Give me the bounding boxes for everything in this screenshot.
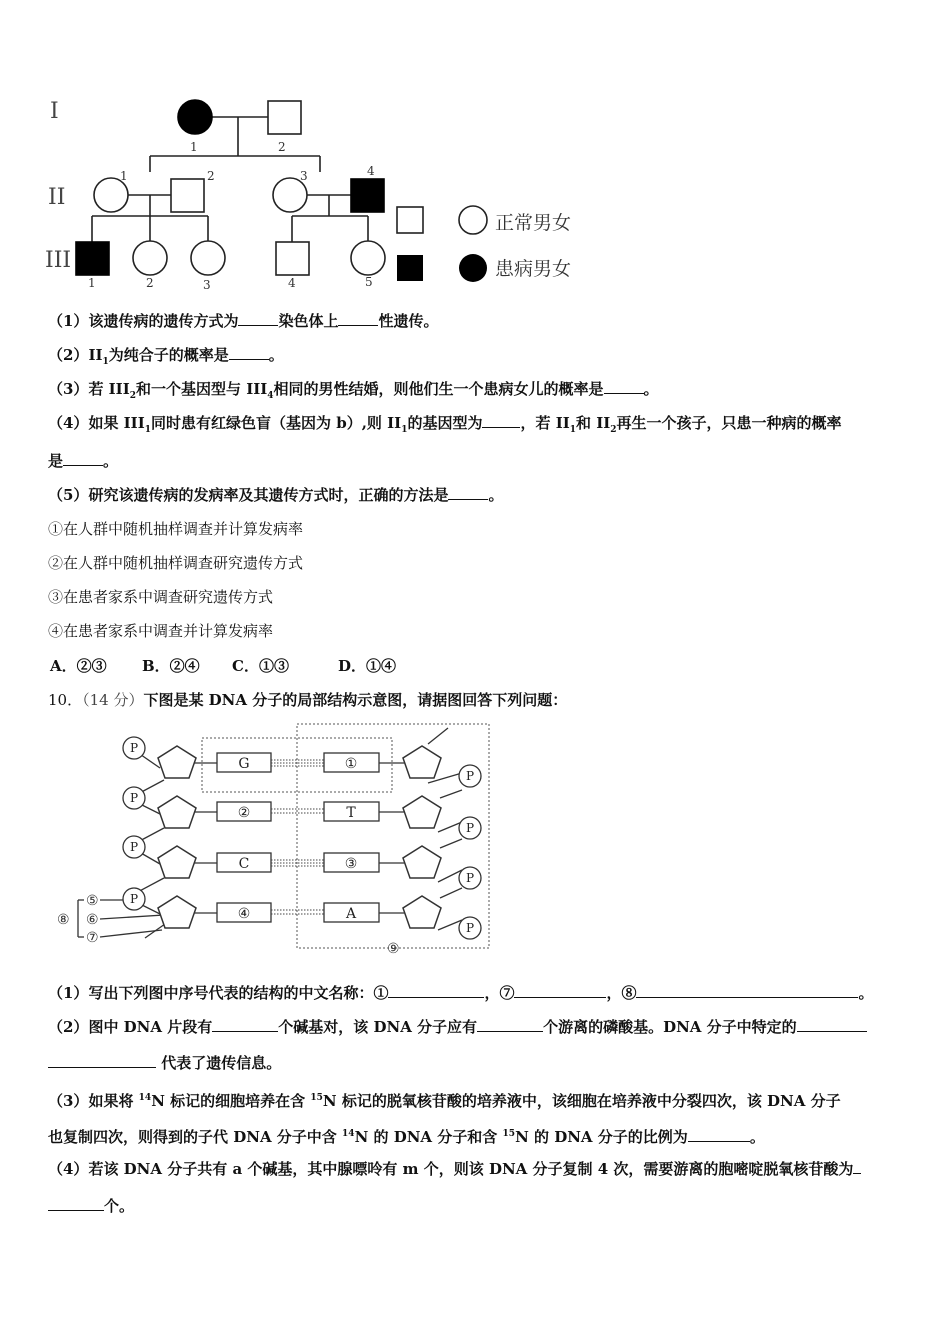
q9-part5: （5）研究该遗传病的发病率及其遗传方式时，正确的方法是 。 — [48, 486, 504, 504]
base-label-left: G — [238, 756, 250, 772]
deoxyribose-pentagon — [403, 896, 441, 928]
choice-b[interactable]: B．②④ — [142, 657, 200, 675]
phosphate-label: P — [129, 840, 139, 854]
q10-part4: （4）若该 DNA 分子共有 a 个碱基，其中腺嘌呤有 m 个，则该 DNA 分子复制 4 次，需要游离的胞嘧啶脱氧核苷酸为 — [48, 1159, 861, 1179]
member-I-2-normal-male — [268, 101, 301, 134]
member-II-2-normal-male — [171, 179, 204, 212]
deoxyribose-pentagon — [403, 796, 441, 828]
q10-part4-cont: 个。 — [48, 1196, 134, 1216]
deoxyribose-pentagon — [158, 896, 196, 928]
deoxyribose-pentagon — [158, 746, 196, 778]
answer-blank[interactable] — [48, 1053, 156, 1068]
q10-score: （14 分） — [82, 691, 144, 709]
member-number: 5 — [365, 275, 373, 289]
member-I-1-affected-female — [178, 100, 212, 134]
base-label-right: T — [346, 805, 356, 821]
member-III-3-normal-female — [191, 241, 225, 275]
base-label-right: A — [345, 906, 357, 922]
base-label-right: ① — [344, 756, 358, 772]
answer-blank[interactable] — [477, 1017, 543, 1032]
q9-part2: $(2)II_1$为纯合子的概率是 。 — [48, 346, 284, 367]
member-III-1-affected-male — [76, 242, 109, 275]
phosphate-label: P — [129, 892, 139, 906]
member-number: 3 — [300, 169, 308, 183]
member-number: 1 — [120, 169, 128, 183]
answer-blank[interactable] — [688, 1127, 750, 1142]
label-7: ⑦ — [86, 930, 99, 946]
base-label-left: ② — [237, 805, 251, 821]
q10-part2: （2）图中 DNA 片段有 个碱基对，该 DNA 分子应有 个游离的磷酸基。DNA 分子中特定的 — [48, 1017, 867, 1037]
member-II-3-normal-female — [273, 178, 307, 212]
q9-option-4: ④在患者家系中调查并计算发病率 — [48, 622, 274, 640]
answer-blank[interactable] — [448, 485, 488, 500]
choice-c[interactable]: C．①③ — [232, 657, 289, 675]
legend-normal-label: 正常男女 — [495, 212, 572, 234]
member-III-4-normal-male — [276, 242, 309, 275]
member-number: 2 — [278, 140, 286, 154]
answer-blank[interactable] — [604, 379, 644, 394]
base-label-right: ③ — [344, 856, 358, 872]
member-III-2-normal-female — [133, 241, 167, 275]
base-label-left: C — [238, 856, 250, 872]
q9-option-2: ②在人群中随机抽样调查研究遗传方式 — [48, 554, 304, 572]
member-II-4-affected-male — [351, 179, 384, 212]
q9-option-3: ③在患者家系中调查研究遗传方式 — [48, 588, 274, 606]
choice-a[interactable]: A．②③ — [50, 657, 107, 675]
label-6: ⑥ — [86, 912, 99, 928]
answer-blank[interactable] — [338, 311, 378, 326]
member-II-1-normal-female — [94, 178, 128, 212]
q9-option-1: ①在人群中随机抽样调查并计算发病率 — [48, 520, 304, 538]
q10-part3-cont: 也复制四次，则得到的子代 DNA 分子中含 $^{14}$N 的 DNA 分子和含 $^{15}$N 的 DNA 分子的比例为 。 — [48, 1128, 765, 1146]
q10-stem: 10．（14 分）下图是某 DNA 分子的局部结构示意图，请据图回答下列问题： — [48, 691, 568, 709]
member-number: 3 — [203, 278, 211, 292]
gen-label-II: II — [48, 185, 66, 210]
pedigree-chart — [40, 88, 600, 293]
q9-choices — [50, 656, 396, 676]
answer-blank[interactable] — [229, 345, 269, 360]
phosphate-label: P — [465, 871, 475, 885]
member-III-5-normal-female — [351, 241, 385, 275]
phosphate-label: P — [465, 821, 475, 835]
phosphate-label: P — [465, 769, 475, 783]
member-number: 4 — [367, 164, 375, 178]
deoxyribose-pentagon — [403, 846, 441, 878]
answer-blank[interactable] — [212, 1017, 278, 1032]
answer-blank[interactable] — [482, 413, 520, 428]
legend-normal-female-icon — [459, 206, 487, 234]
member-number: 1 — [88, 276, 96, 290]
answer-blank[interactable] — [63, 451, 103, 466]
answer-blank[interactable] — [514, 983, 606, 998]
member-number: 2 — [146, 276, 154, 290]
legend-affected-label: 患病男女 — [495, 258, 572, 280]
q9-part3: （3）若 $III_2$和一个基因型与 $III_4$相同的男性结婚，则他们生一个患病女儿的概率是 。 — [48, 380, 659, 401]
phosphate-label: P — [129, 741, 139, 755]
base-label-left: ④ — [237, 906, 251, 922]
deoxyribose-pentagon — [158, 846, 196, 878]
dna-structure-diagram — [50, 718, 500, 958]
deoxyribose-pentagon — [403, 746, 441, 778]
member-number: 1 — [190, 140, 198, 154]
deoxyribose-pentagon — [158, 796, 196, 828]
answer-blank[interactable] — [388, 983, 484, 998]
label-5: ⑤ — [86, 893, 99, 909]
q9-part4-cont: 是 。 — [48, 452, 119, 470]
label-8: ⑧ — [57, 912, 70, 928]
legend-affected-male-icon — [397, 255, 423, 281]
label-9: ⑨ — [387, 941, 400, 957]
choice-d[interactable]: D．①④ — [338, 657, 397, 675]
legend-affected-female-icon — [459, 254, 487, 282]
answer-blank[interactable] — [797, 1017, 867, 1032]
q9-part4: （4）如果 $III_1$同时患有红绿色盲（基因为 b）,则 $II_1$的基因型为 ，若 $II_1$和 $II_2$再生一个孩子，只患一种病的概率 — [48, 414, 842, 435]
phosphate-label: P — [129, 791, 139, 805]
q10-part3: （3）如果将 $^{14}$N 标记的细胞培养在含 $^{15}$N 标记的脱氧核苷酸的培养液中，该细胞在培养液中分裂四次，该 DNA 分子 — [48, 1092, 841, 1110]
answer-blank[interactable] — [853, 1159, 861, 1174]
legend-normal-male-icon — [397, 207, 423, 233]
answer-blank[interactable] — [238, 311, 278, 326]
q10-part2-cont: 代表了遗传信息。 — [48, 1053, 281, 1073]
answer-blank[interactable] — [48, 1196, 104, 1211]
gen-label-III: III — [45, 248, 72, 273]
q9-part1: （1）该遗传病的遗传方式为 染色体上 性遗传。 — [48, 312, 439, 330]
member-number: 2 — [207, 169, 215, 183]
phosphate-label: P — [465, 921, 475, 935]
q10-part1: （1）写出下列图中序号代表的结构的中文名称：① ，⑦ ，⑧ 。 — [48, 984, 874, 1002]
gen-label-I: I — [50, 99, 59, 124]
member-number: 4 — [288, 276, 296, 290]
q10-number: 10． — [48, 691, 83, 709]
answer-blank[interactable] — [636, 983, 858, 998]
